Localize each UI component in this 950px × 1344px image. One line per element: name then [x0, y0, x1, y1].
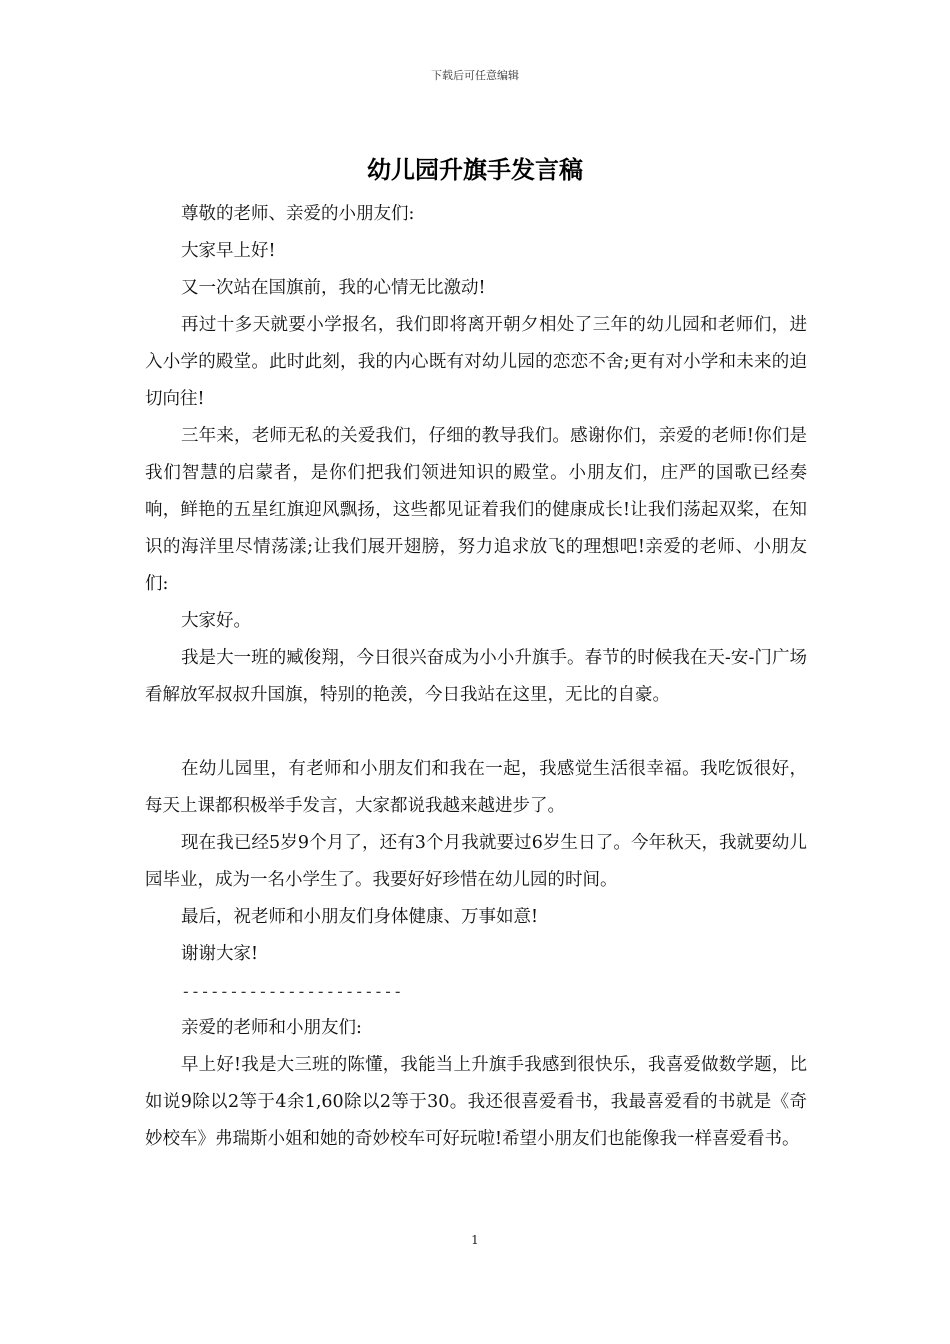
page-number: 1 [471, 1233, 479, 1247]
blank-line [145, 714, 807, 751]
document-body [145, 196, 807, 1158]
paragraph: 大家好。 [181, 611, 251, 631]
paragraph: 又一次站在国旗前，我的心情无比激动! [181, 278, 486, 298]
paragraph: 尊敬的老师、亲爱的小朋友们: [181, 204, 415, 224]
paragraph: 早上好!我是大三班的陈懂，我能当上升旗手我感到很快乐，我喜爱做数学题，比如说9除以2等于4余1,60除以2等于30。我还很喜爱看书，我最喜爱看的书就是《奇妙校车》弗瑞斯小姐和她的奇妙校车可好玩啦!希望小朋友们也能像我一样喜爱看书。 [145, 1055, 807, 1149]
paragraph: 最后，祝老师和小朋友们身体健康、万事如意! [181, 907, 539, 927]
header-note: 下载后可任意编辑 [431, 69, 519, 82]
section-divider: ----------------------- [181, 982, 403, 1001]
paragraph: 在幼儿园里，有老师和小朋友们和我在一起，我感觉生活很幸福。我吃饭很好，每天上课都积极举手发言，大家都说我越来越进步了。 [145, 759, 807, 816]
paragraph: 谢谢大家! [181, 944, 259, 964]
paragraph: 三年来，老师无私的关爱我们，仔细的教导我们。感谢你们，亲爱的老师!你们是我们智慧的启蒙者，是你们把我们领进知识的殿堂。小朋友们，庄严的国歌已经奏响，鲜艳的五星红旗迎风飘扬，这些都见证着我们的健康成长!让我们荡起双桨，在知识的海洋里尽情荡漾;让我们展开翅膀，努力追求放飞的理想吧!亲爱的老师、小朋友们: [145, 426, 807, 594]
paragraph: 再过十多天就要小学报名，我们即将离开朝夕相处了三年的幼儿园和老师们，进入小学的殿堂。此时此刻，我的内心既有对幼儿园的恋恋不舍;更有对小学和未来的迫切向往! [145, 315, 807, 409]
paragraph: 我是大一班的臧俊翔，今日很兴奋成为小小升旗手。春节的时候我在天-安-门广场看解放军叔叔升国旗，特别的艳羡，今日我站在这里，无比的自豪。 [145, 648, 807, 705]
paragraph: 大家早上好! [181, 241, 276, 261]
paragraph: 亲爱的老师和小朋友们: [181, 1018, 362, 1038]
paragraph: 现在我已经5岁9个月了，还有3个月我就要过6岁生日了。今年秋天，我就要幼儿园毕业，成为一名小学生了。我要好好珍惜在幼儿园的时间。 [145, 833, 807, 890]
document-title: 幼儿园升旗手发言稿 [367, 155, 583, 184]
